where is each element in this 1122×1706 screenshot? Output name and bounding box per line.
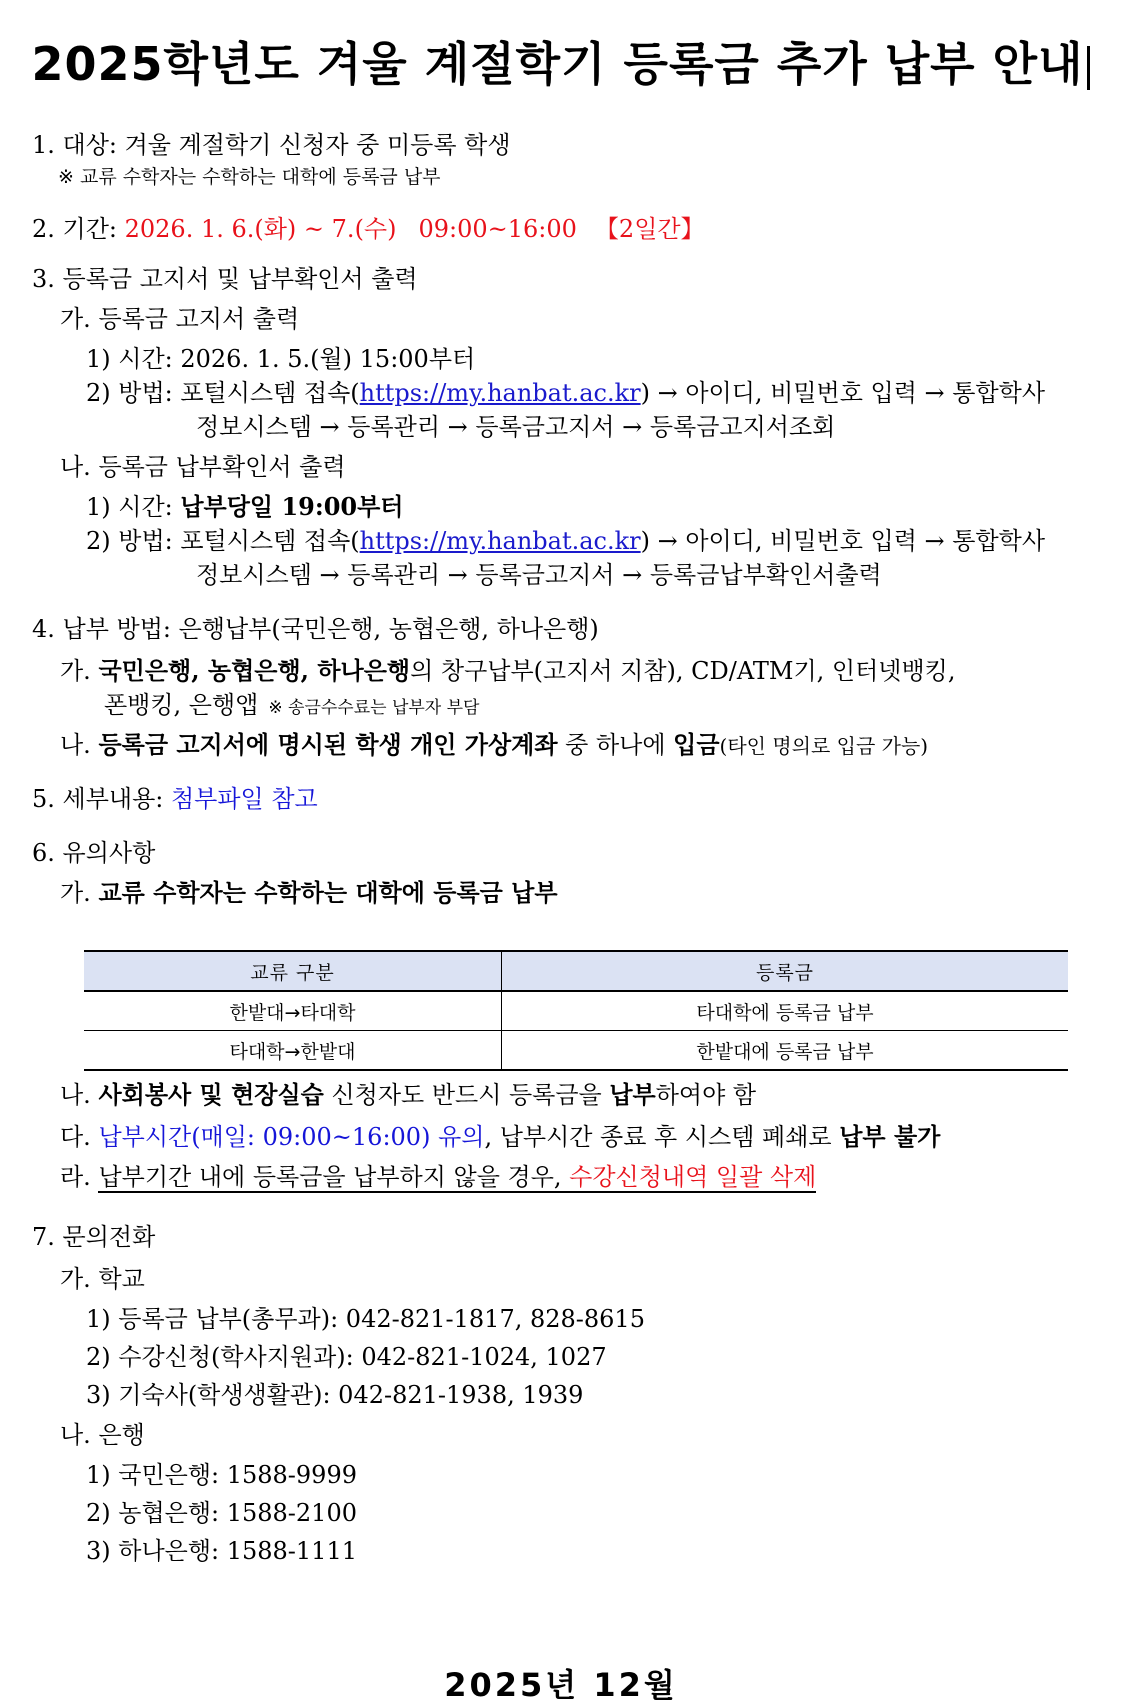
portal-link-2[interactable]: https://my.hanbat.ac.kr: [359, 527, 641, 555]
table-header-fee: 등록금: [502, 951, 1069, 991]
payment-b-bold: 등록금 고지서에 명시된 학생 개인 가상계좌: [98, 730, 558, 759]
contact-school-item: 1) 등록금 납부(총무과): 042-821-1817, 828-8615: [86, 1305, 645, 1333]
section-target: 1. 대상: 겨울 계절학기 신청자 중 미등록 학생: [32, 131, 511, 159]
document-date: 2025년 12월: [444, 1666, 678, 1704]
section-period: [32, 212, 705, 246]
notes-b-bold: 사회봉사 및 현장실습: [98, 1080, 324, 1109]
section-print: 3. 등록금 고지서 및 납부확인서 출력: [32, 265, 418, 293]
exchange-table-header: [84, 951, 1068, 991]
notes-c-bold: 납부 불가: [839, 1122, 941, 1151]
print-invoice-time-value: 2026. 1. 5.(월) 15:00부터: [180, 345, 476, 373]
notes-d-red: 수강신청내역 일괄 삭제: [569, 1163, 817, 1191]
period-dates: 2026. 1. 6.(화) ~ 7.(수): [124, 215, 397, 243]
table-cell: 타대학→한밭대: [84, 1031, 502, 1071]
payment-method-a-line2: [104, 688, 479, 725]
table-row: [84, 991, 1068, 1031]
notes-b-bold2: 납부: [609, 1080, 656, 1109]
payment-a-rest: 의 창구납부(고지서 지참), CD/ATM기, 인터넷뱅킹,: [410, 657, 956, 685]
payment-a-prefix: 가.: [60, 657, 99, 685]
table-cell: 타대학에 등록금 납부: [502, 991, 1069, 1031]
notes-b-end: 하여야 함: [655, 1081, 757, 1109]
payment-a-line2: 폰뱅킹, 은행앱: [104, 691, 259, 719]
contact-bank-item: 1) 국민은행: 1588-9999: [86, 1461, 357, 1489]
title-text: 2025학년도 겨울 계절학기 등록금 추가 납부 안내: [31, 37, 1084, 91]
payment-method-a: [60, 654, 955, 688]
print-receipt-time-label: 1) 시간:: [86, 493, 181, 521]
print-invoice-heading: 가. 등록금 고지서 출력: [60, 305, 300, 333]
period-days: 【2일간】: [594, 215, 705, 243]
print-receipt-time: [86, 490, 403, 524]
details-label: 5. 세부내용:: [32, 785, 171, 813]
print-invoice-method: [86, 376, 1045, 410]
contact-school-heading: 가. 학교: [60, 1265, 145, 1293]
print-receipt-heading: 나. 등록금 납부확인서 출력: [60, 453, 346, 481]
print-invoice-method-label: 2) 방법: 포털시스템 접속(: [86, 379, 360, 407]
section-details: [32, 782, 318, 816]
print-invoice-method-line2: 정보시스템 → 등록관리 → 등록금고지서 → 등록금고지서조회: [196, 413, 836, 441]
notes-a-prefix: 가.: [60, 879, 99, 907]
payment-a-banks: 국민은행, 농협은행, 하나은행: [98, 656, 411, 685]
notes-c: [60, 1120, 940, 1154]
table-header-type: 교류 구분: [84, 951, 502, 991]
period-label: 2. 기간:: [32, 215, 125, 243]
payment-method-b: [60, 728, 928, 763]
print-receipt-method-line2: 정보시스템 → 등록관리 → 등록금고지서 → 등록금납부확인서출력: [196, 561, 882, 589]
notes-d-prefix: 라.: [60, 1163, 99, 1191]
payment-b-bold2: 입금: [673, 730, 720, 759]
contact-bank-item: 2) 농협은행: 1588-2100: [86, 1499, 357, 1527]
print-invoice-method-rest: ) → 아이디, 비밀번호 입력 → 통합학사: [640, 379, 1046, 407]
notes-a-text: 교류 수학자는 수학하는 대학에 등록금 납부: [98, 878, 558, 907]
table-cell: 한밭대→타대학: [84, 991, 502, 1031]
section-notes: 6. 유의사항: [32, 839, 156, 867]
print-receipt-time-value: 납부당일 19:00부터: [180, 492, 404, 521]
exchange-table: [84, 950, 1068, 1071]
details-value: 첨부파일 참고: [170, 785, 318, 813]
payment-b-note: (타인 명의로 입금 가능): [719, 734, 929, 758]
print-invoice-time: [86, 342, 475, 376]
notes-c-prefix: 다.: [60, 1123, 99, 1151]
contact-school-item: 3) 기숙사(학생생활관): 042-821-1938, 1939: [86, 1381, 584, 1409]
print-receipt-method: [86, 524, 1045, 558]
notes-b-prefix: 나.: [60, 1081, 99, 1109]
section-contact: 7. 문의전화: [32, 1223, 156, 1251]
contact-bank-heading: 나. 은행: [60, 1421, 145, 1449]
payment-a-note: ※ 송금수수료는 납부자 부담: [268, 698, 480, 718]
table-cell: 한밭대에 등록금 납부: [502, 1031, 1069, 1071]
notes-c-blue: 납부시간(매일: 09:00~16:00) 유의: [98, 1123, 485, 1151]
payment-b-prefix: 나.: [60, 731, 99, 759]
notes-d-text: 납부기간 내에 등록금을 납부하지 않을 경우,: [98, 1163, 570, 1191]
portal-link[interactable]: https://my.hanbat.ac.kr: [359, 379, 641, 407]
notes-c-mid: , 납부시간 종료 후 시스템 폐쇄로: [484, 1123, 840, 1151]
payment-b-mid: 중 하나에: [557, 731, 674, 759]
period-times: 09:00~16:00: [418, 215, 577, 243]
print-invoice-time-label: 1) 시간:: [86, 345, 181, 373]
table-row: [84, 1031, 1068, 1071]
notes-b-mid: 신청자도 반드시 등록금을: [323, 1081, 610, 1109]
notes-a: [60, 876, 558, 910]
print-receipt-method-rest: ) → 아이디, 비밀번호 입력 → 통합학사: [640, 527, 1046, 555]
section-target-note: ※ 교류 수학자는 수학하는 대학에 등록금 납부: [58, 166, 441, 188]
text-cursor: [1087, 46, 1090, 90]
section-payment-method: 4. 납부 방법: 은행납부(국민은행, 농협은행, 하나은행): [32, 615, 599, 643]
notes-d: [60, 1160, 816, 1194]
contact-school-item: 2) 수강신청(학사지원과): 042-821-1024, 1027: [86, 1343, 607, 1371]
print-receipt-method-label: 2) 방법: 포털시스템 접속(: [86, 527, 360, 555]
contact-bank-item: 3) 하나은행: 1588-1111: [86, 1537, 357, 1565]
page-title: [0, 28, 1122, 94]
notes-b: [60, 1078, 756, 1112]
